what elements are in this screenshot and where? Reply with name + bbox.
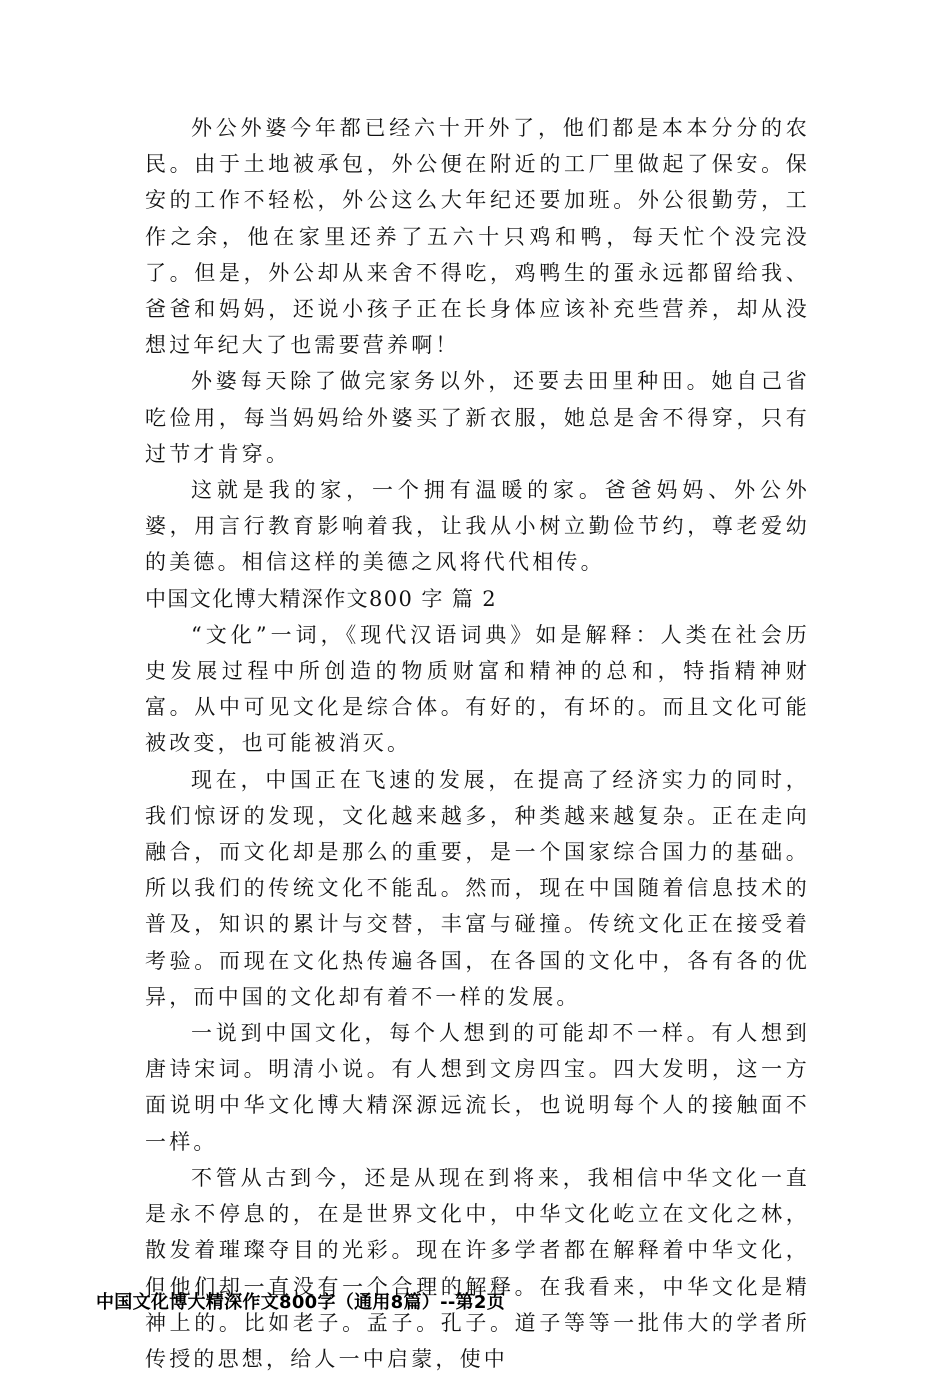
paragraph-chinese-culture-eternal: 不管从古到今，还是从现在到将来，我相信中华文化一直是永不停息的，在是世界文化中，中华文化屹立在文化之林，散发着璀璨夺目的光彩。现在许多学者都在解释着中华文化，但他们却一直没有一个合理的解释。在我看来，中华文化是精神上的。比如老子。孟子。孔子。道子等等一批伟大的学者所传授的思想，给人一中启蒙，使中 (145, 1165, 810, 1371)
paragraph-culture-definition: “文化”一词，《现代汉语词典》如是解释：人类在社会历史发展过程中所创造的物质财富和精神的总和，特指精神财富。从中可见文化是综合体。有好的，有坏的。而且文化可能被改变，也可能被消灭。 (145, 622, 810, 756)
paragraph-grandmother: 外婆每天除了做完家务以外，还要去田里种田。她自己省吃俭用，每当妈妈给外婆买了新衣服，她总是舍不得穿，只有过节才肯穿。 (145, 369, 810, 466)
paragraph-china-development: 现在，中国正在飞速的发展，在提高了经济实力的同时，我们惊讶的发现，文化越来越多，种类越来越复杂。正在走向融合，而文化却是那么的重要，是一个国家综合国力的基础。所以我们的传统文化不能乱。然而，现在中国随着信息技术的普及，知识的累计与交替，丰富与碰撞。传统文化正在接受着考验。而现在文化热传遍各国，在各国的文化中，各有各的优异，而中国的文化却有着不一样的发展。 (145, 767, 810, 1009)
section-heading: 中国文化博大精深作文800 字 篇 2 (145, 586, 498, 611)
page-footer: 中国文化博大精深作文800字（通用8篇）--第2页 (96, 1292, 506, 1313)
paragraph-warm-home: 这就是我的家，一个拥有温暖的家。爸爸妈妈、外公外婆，用言行教育影响着我，让我从小树立勤俭节约，尊老爱幼的美德。相信这样的美德之风将代代相传。 (145, 478, 810, 575)
document-body (145, 110, 810, 1377)
paragraph-grandparents-work: 外公外婆今年都已经六十开外了，他们都是本本分分的农民。由于土地被承包，外公便在附近的工厂里做起了保安。保安的工作不轻松，外公这么大年纪还要加班。外公很勤劳，工作之余，他在家里还养了五六十只鸡和鸭，每天忙个没完没了。但是，外公却从来舍不得吃，鸡鸭生的蛋永远都留给我、爸爸和妈妈，还说小孩子正在长身体应该补充些营养，却从没想过年纪大了也需要营养啊！ (145, 116, 810, 358)
paragraph-chinese-culture-views: 一说到中国文化，每个人想到的可能却不一样。有人想到唐诗宋词。明清小说。有人想到文房四宝。四大发明，这一方面说明中华文化博大精深源远流长，也说明每个人的接触面不一样。 (145, 1021, 810, 1154)
